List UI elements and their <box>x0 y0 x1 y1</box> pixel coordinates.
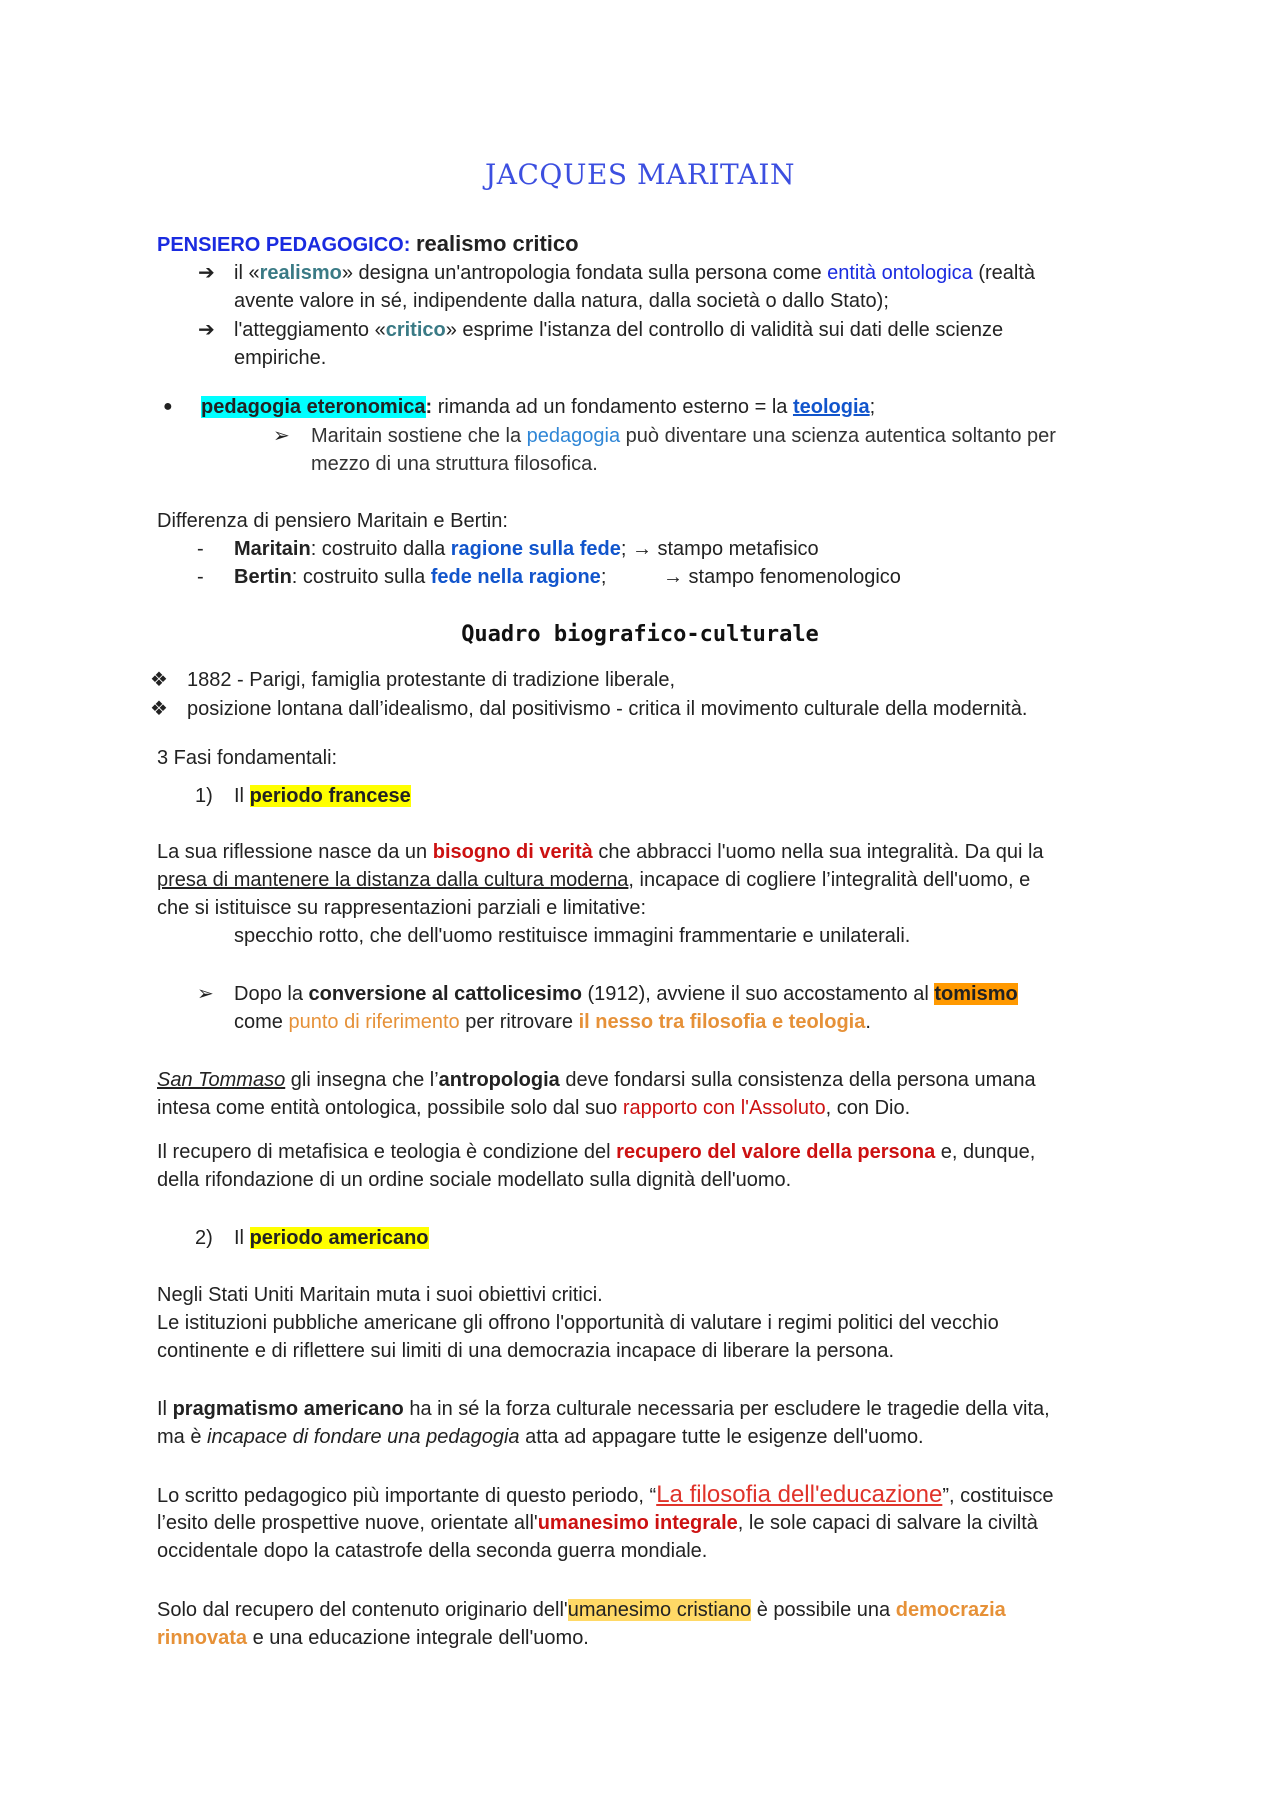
bio-item-2: posizione lontana dall’idealismo, dal positivismo - critica il movimento culturale della modernità. <box>187 698 1028 720</box>
francese-para-line-2: presa di mantenere la distanza dalla cultura moderna, incapace di cogliere l’integralità dell'uomo, e <box>157 869 1031 891</box>
tommaso-line-2: intesa come entità ontologica, possibile solo dal suo rapporto con l'Assoluto, con Dio. <box>157 1097 911 1119</box>
conversione-line-1: Dopo la conversione al cattolicesimo (1912), avviene il suo accostamento al tomismo <box>234 983 1018 1005</box>
dash-marker: - <box>197 566 204 588</box>
conversione-line-2: come punto di riferimento per ritrovare il nesso tra filosofia e teologia. <box>234 1011 871 1033</box>
francese-para-line-4: specchio rotto, che dell'uomo restituisce immagini frammentarie e unilaterali. <box>234 925 911 947</box>
heading-subtitle: realismo critico <box>415 231 579 256</box>
bio-item-1: 1882 - Parigi, famiglia protestante di tradizione liberale, <box>187 669 676 691</box>
maritain-sostiene-line-1: Maritain sostiene che la pedagogia può diventare una scienza autentica soltanto per <box>311 425 1056 447</box>
francese-para-line-3: che si istituisce su rappresentazioni parziali e limitative: <box>157 897 647 919</box>
pragmatismo-line-2: ma è incapace di fondare una pedagogia atta ad appagare tutte le esigenze dell'uomo. <box>157 1426 924 1448</box>
americano-para-line-3: continente e di riflettere sui limiti di una democrazia incapace di liberare la persona. <box>157 1340 895 1362</box>
sub-bullet-icon: ➢ <box>197 983 214 1005</box>
scritto-line-1: Lo scritto pedagogico più importante di questo periodo, “La filosofia dell'educazione”, costituisce <box>157 1481 1054 1508</box>
scritto-line-3: occidentale dopo la catastrofe della seconda guerra mondiale. <box>157 1540 708 1562</box>
recupero-line-2: della rifondazione di un ordine sociale modellato sulla dignità dell'uomo. <box>157 1169 792 1191</box>
differenza-intro: Differenza di pensiero Maritain e Bertin: <box>157 510 508 532</box>
tommaso-line-1: San Tommaso gli insegna che l’antropologia deve fondarsi sulla consistenza della persona umana <box>157 1069 1036 1091</box>
recupero-line-1: Il recupero di metafisica e teologia è condizione del recupero del valore della persona e, dunque, <box>157 1141 1036 1163</box>
bullet-dot-icon: ● <box>163 398 173 415</box>
scritto-line-2: l’esito delle prospettive nuove, orientate all'umanesimo integrale, le sole capaci di salvare la civiltà <box>157 1512 1038 1534</box>
arrow-bullet-icon: ➔ <box>198 262 215 284</box>
periodo-americano-heading: Il periodo americano <box>234 1227 429 1249</box>
critico-line-1: l'atteggiamento «critico» esprime l'istanza del controllo di validità sui dati delle scienze <box>234 319 1004 341</box>
diamond-bullet-icon: ❖ <box>150 698 168 720</box>
umanesimo-line-1: Solo dal recupero del contenuto originario dell'umanesimo cristiano è possibile una democrazia <box>157 1599 1006 1621</box>
fasi-intro: 3 Fasi fondamentali: <box>157 747 338 769</box>
list-number: 1) <box>195 785 213 807</box>
eteronomica-line: pedagogia eteronomica: rimanda ad un fondamento esterno = la teologia; <box>201 396 876 418</box>
periodo-francese-heading: Il periodo francese <box>234 785 411 807</box>
francese-para-line-1: La sua riflessione nasce da un bisogno di verità che abbracci l'uomo nella sua integralità. Da qui la <box>157 841 1044 863</box>
heading-label: PENSIERO PEDAGOGICO: <box>157 234 411 256</box>
pragmatismo-line-1: Il pragmatismo americano ha in sé la forza culturale necessaria per escludere le tragedie della vita, <box>157 1398 1050 1420</box>
maritain-line: Maritain: costruito dalla ragione sulla fede; → stampo metafisico <box>234 538 819 560</box>
dash-marker: - <box>197 538 204 560</box>
realismo-line-1: il «realismo» designa un'antropologia fondata sulla persona come entità ontologica (realtà <box>234 262 1036 284</box>
americano-para-line-2: Le istituzioni pubbliche americane gli offrono l'opportunità di valutare i regimi politici del vecchio <box>157 1312 999 1334</box>
list-number: 2) <box>195 1227 213 1249</box>
bertin-stampo: → stampo fenomenologico <box>663 566 901 588</box>
umanesimo-line-2: rinnovata e una educazione integrale dell'uomo. <box>157 1627 589 1649</box>
section-heading-quadro: Quadro biografico-culturale <box>461 622 819 647</box>
bertin-line: Bertin: costruito sulla fede nella ragione; <box>234 566 607 588</box>
arrow-bullet-icon: ➔ <box>198 319 215 341</box>
critico-line-2: empiriche. <box>234 347 327 369</box>
diamond-bullet-icon: ❖ <box>150 669 168 691</box>
section-heading-pensiero <box>157 230 579 259</box>
realismo-line-2: avente valore in sé, indipendente dalla natura, dalla società o dallo Stato); <box>234 290 889 312</box>
document-title: JACQUES MARITAIN <box>485 158 795 191</box>
sub-bullet-icon: ➢ <box>273 425 290 447</box>
americano-para-line-1: Negli Stati Uniti Maritain muta i suoi obiettivi critici. <box>157 1284 603 1306</box>
maritain-sostiene-line-2: mezzo di una struttura filosofica. <box>311 453 598 475</box>
